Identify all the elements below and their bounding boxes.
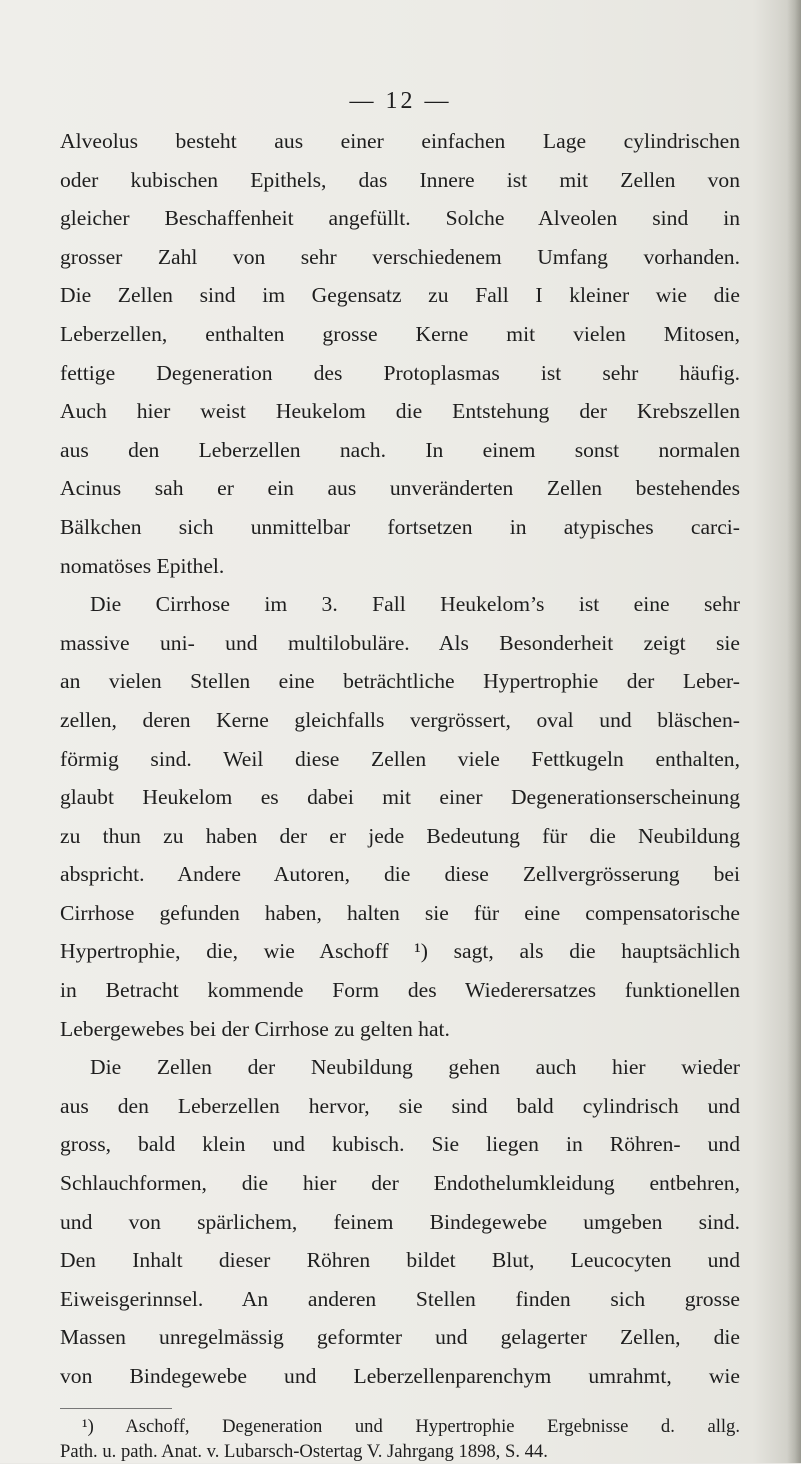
text-line: gross, bald klein und kubisch. Sie liegen in Röhren- und bbox=[60, 1132, 740, 1157]
text-line: und von spärlichem, feinem Bindegewebe umgeben sind. bbox=[60, 1209, 740, 1234]
text-line: massive uni- und multilobuläre. Als Besonderheit zeigt sie bbox=[60, 630, 740, 655]
text-line: Alveolus besteht aus einer einfachen Lage cylindrischen bbox=[60, 129, 740, 153]
text-line: Die Zellen sind im Gegensatz zu Fall I kleiner wie die bbox=[60, 283, 740, 308]
body-text bbox=[60, 122, 740, 1396]
footnote-line: ¹) Aschoff, Degeneration und Hypertrophie Ergebnisse d. allg. bbox=[82, 1416, 740, 1437]
text-line: Massen unregelmässig geformter und gelagerter Zellen, die bbox=[60, 1325, 740, 1350]
text-line: nomatöses Epithel. bbox=[60, 553, 225, 578]
text-line: Eiweisgerinnsel. An anderen Stellen finden sich grosse bbox=[60, 1286, 740, 1311]
page-edge-shadow bbox=[787, 0, 801, 1463]
text-line: Acinus sah er ein aus unveränderten Zellen bestehendes bbox=[60, 476, 740, 501]
text-line: zellen, deren Kerne gleichfalls vergrössert, oval und bläschen- bbox=[60, 707, 740, 732]
text-line: grosser Zahl von sehr verschiedenem Umfang vorhanden. bbox=[60, 244, 740, 269]
text-line: Bälkchen sich unmittelbar fortsetzen in atypisches carci- bbox=[60, 514, 740, 539]
footnote-line: Path. u. path. Anat. v. Lubarsch-Ostertag V. Jahrgang 1898, S. 44. bbox=[60, 1441, 548, 1462]
footnote-divider bbox=[60, 1408, 172, 1409]
text-line: Schlauchformen, die hier der Endothelumkleidung entbehren, bbox=[60, 1171, 740, 1196]
text-line: Auch hier weist Heukelom die Entstehung der Krebszellen bbox=[60, 399, 740, 424]
text-line: gleicher Beschaffenheit angefüllt. Solche Alveolen sind in bbox=[60, 206, 740, 231]
text-line: von Bindegewebe und Leberzellenparenchym umrahmt, wie bbox=[60, 1364, 740, 1388]
text-line: Hypertrophie, die, wie Aschoff ¹) sagt, als die hauptsächlich bbox=[60, 939, 740, 964]
text-line: förmig sind. Weil diese Zellen viele Fettkugeln enthalten, bbox=[60, 746, 740, 771]
text-line: Den Inhalt dieser Röhren bildet Blut, Leucocyten und bbox=[60, 1248, 740, 1273]
text-line: an vielen Stellen eine beträchtliche Hypertrophie der Leber- bbox=[60, 669, 740, 694]
text-line: Die Zellen der Neubildung gehen auch hier wieder bbox=[90, 1055, 740, 1080]
footnotes bbox=[60, 1414, 740, 1464]
text-line: Die Cirrhose im 3. Fall Heukelom’s ist eine sehr bbox=[90, 592, 740, 617]
text-line: Cirrhose gefunden haben, halten sie für eine compensatorische bbox=[60, 900, 740, 925]
text-line: aus den Leberzellen hervor, sie sind bald cylindrisch und bbox=[60, 1093, 740, 1118]
text-line: in Betracht kommende Form des Wiederersatzes funktionellen bbox=[60, 978, 740, 1003]
text-line: fettige Degeneration des Protoplasmas ist sehr häufig. bbox=[60, 360, 740, 385]
text-line: glaubt Heukelom es dabei mit einer Degenerationserscheinung bbox=[60, 785, 740, 810]
text-line: Lebergewebes bei der Cirrhose zu gelten hat. bbox=[60, 1016, 450, 1041]
text-line: oder kubischen Epithels, das Innere ist mit Zellen von bbox=[60, 167, 740, 192]
text-line: zu thun zu haben der er jede Bedeutung für die Neubildung bbox=[60, 823, 740, 848]
text-line: abspricht. Andere Autoren, die diese Zellvergrösserung bei bbox=[60, 862, 740, 887]
text-line: aus den Leberzellen nach. In einem sonst normalen bbox=[60, 437, 740, 462]
text-line: Leberzellen, enthalten grosse Kerne mit vielen Mitosen, bbox=[60, 321, 740, 346]
page-number: — 12 — bbox=[349, 88, 452, 114]
